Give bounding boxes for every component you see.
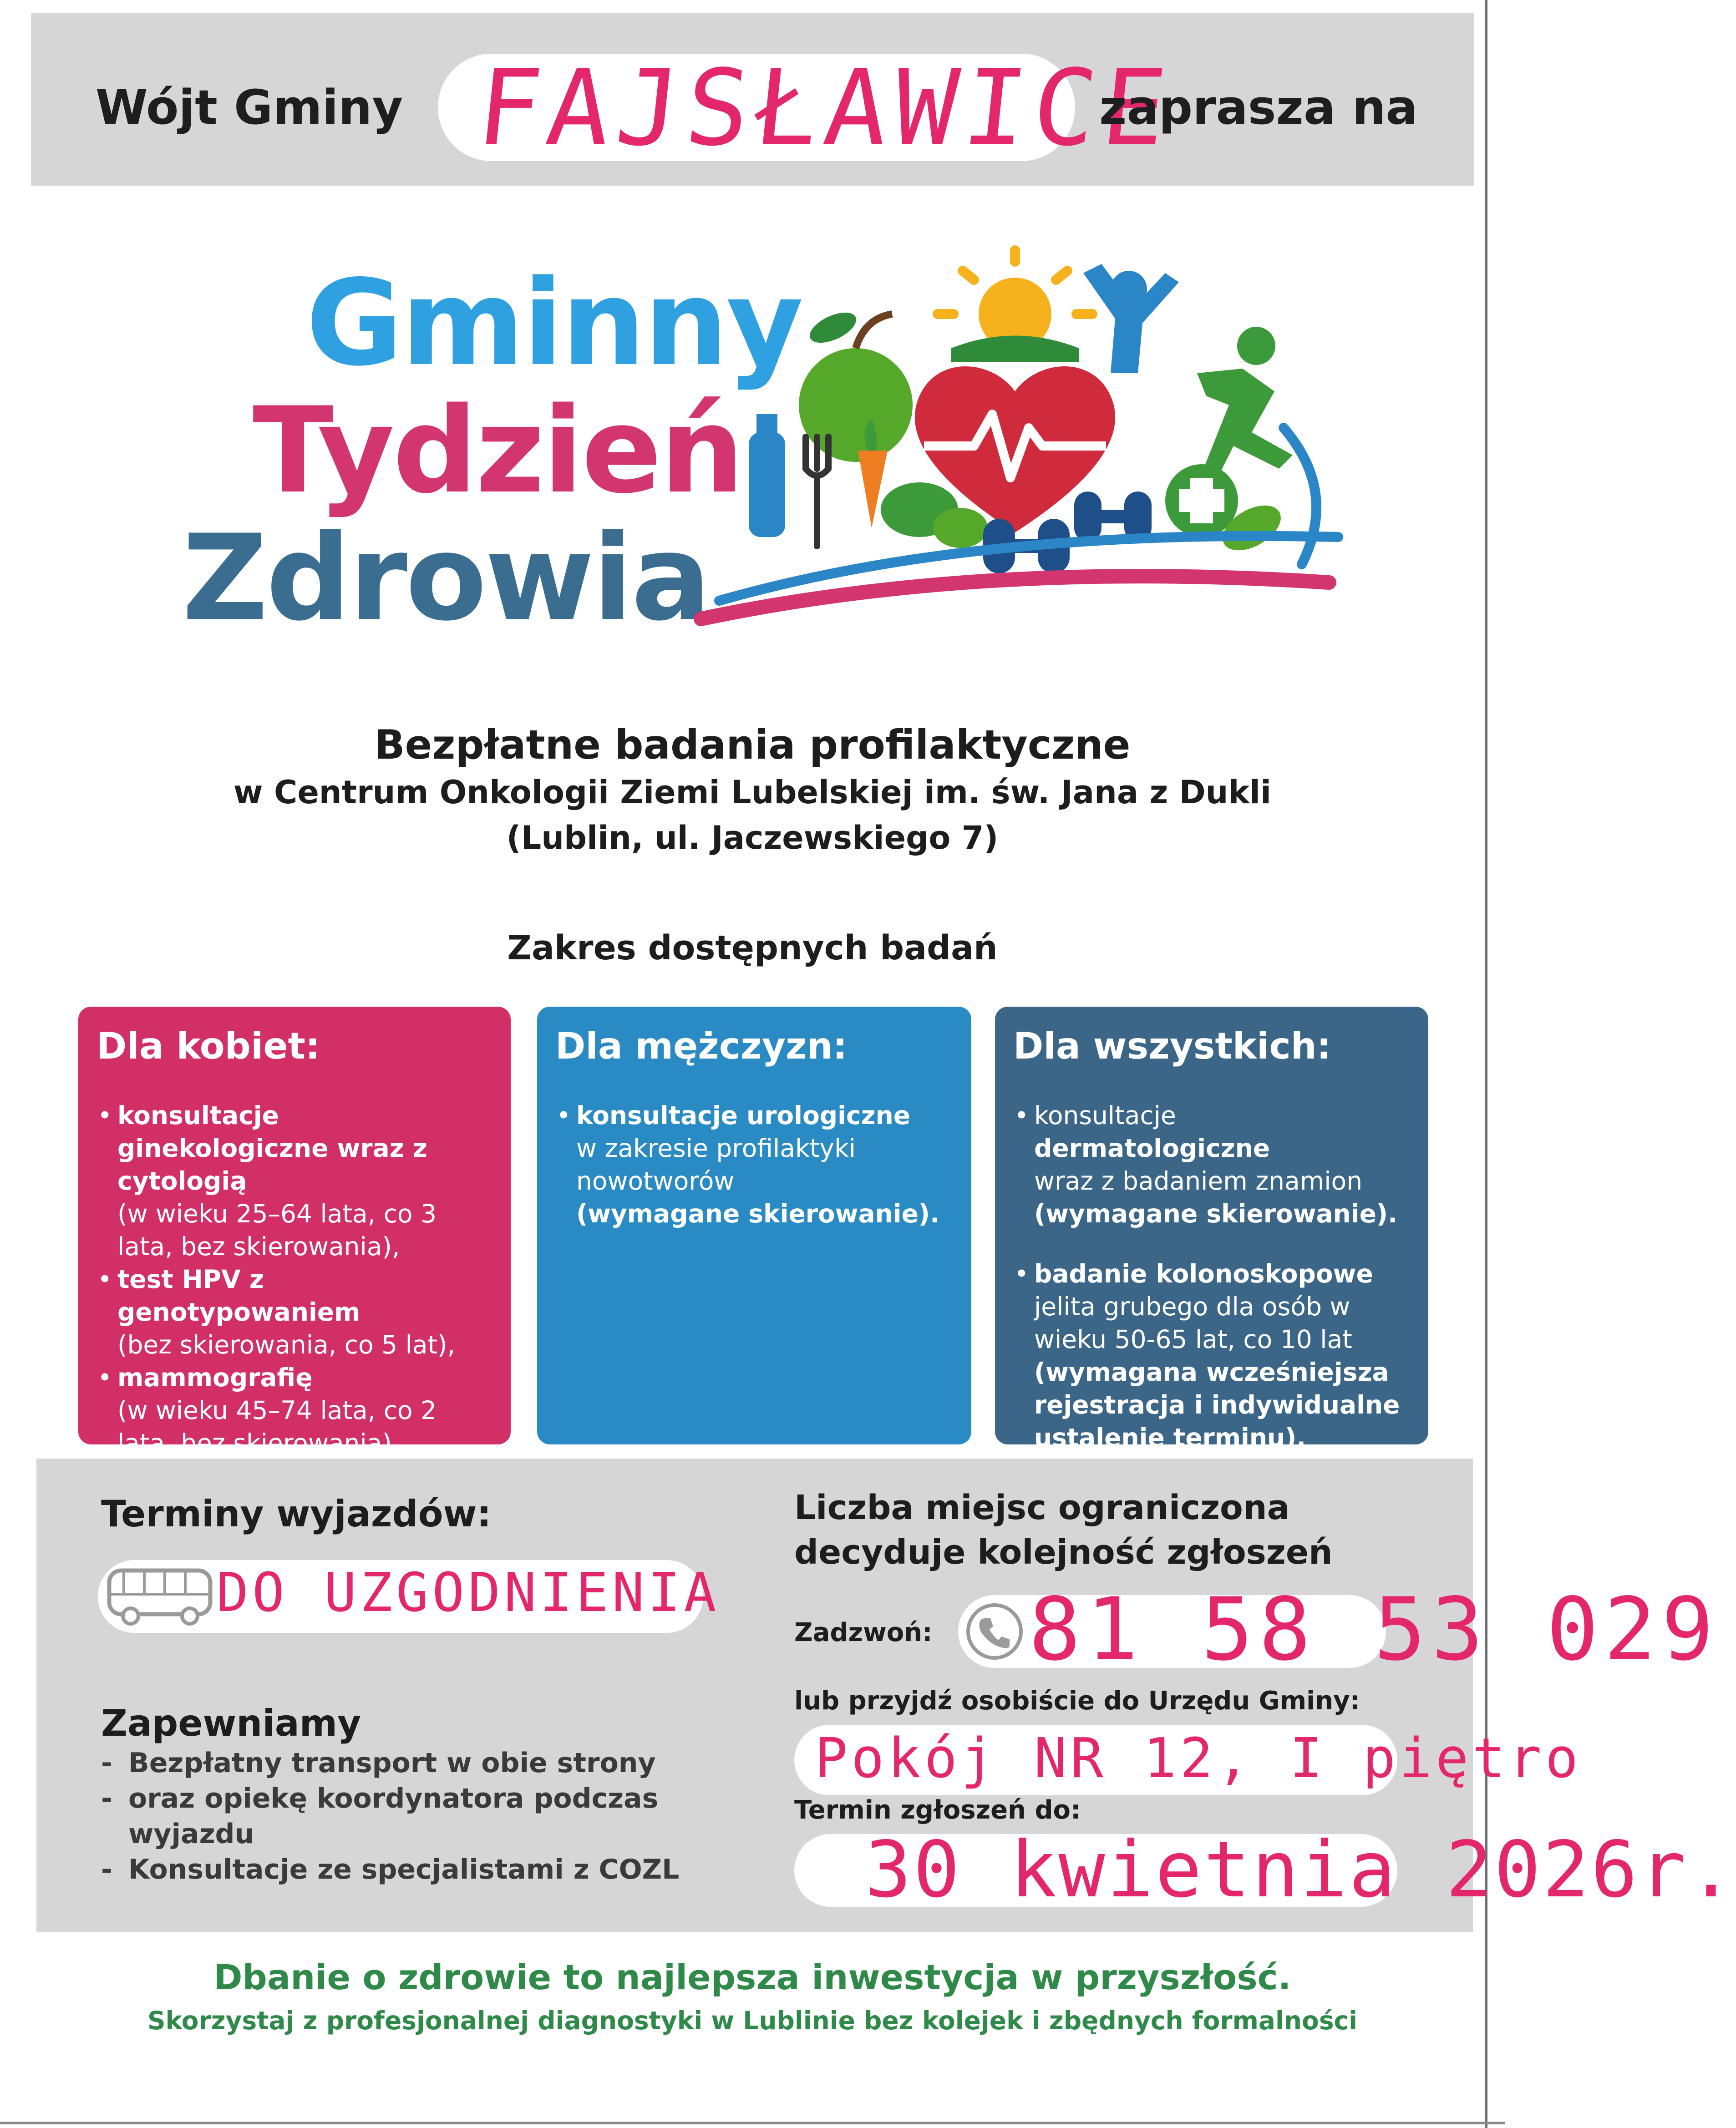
header-left-text: Wójt Gminy [96,80,403,135]
panel-women-list [96,1099,492,1459]
item-text: wraz z badaniem znamion [1034,1166,1363,1196]
handwritten-trips-value: DO UZGODNIENIA [216,1561,720,1624]
list-item [1013,1257,1410,1454]
page-edge-right [1485,0,1487,2128]
item-bold-tail: (wymagane skierowanie). [576,1199,939,1228]
item-bold: badanie kolonoskopowe [1034,1259,1373,1288]
list-item [1013,1099,1410,1230]
sun-icon [938,250,1092,362]
page-edge-bottom [0,2122,1505,2124]
limit-line-2: decyduje kolejność zgłoszeń [794,1533,1333,1572]
item-text: jelita grubego dla osób w wieku 50-65 lat, co 10 lat [1034,1292,1352,1354]
list-item [96,1263,492,1361]
intro-heading: Bezpłatne badania profilaktyczne [374,721,1131,768]
handwritten-room: Pokój NR 12, I piętro [815,1727,1582,1790]
item-bold: dermatologiczne [1034,1134,1270,1163]
item-text: (w wieku 45–74 lata, co 2 lata, bez skierowania). [117,1396,437,1458]
call-label: Zadzwoń: [794,1618,933,1647]
panel-women-title: Dla kobiet: [96,1025,320,1067]
list-item [96,1361,492,1459]
trips-heading: Terminy wyjazdów: [101,1493,492,1535]
title-line-2: Tydzień [253,382,742,520]
list-item: - Bezpłatny transport w obie strony [101,1745,693,1781]
item-bold: test HPV z genotypowaniem [117,1265,360,1327]
header-right-text: zaprasza na [1099,80,1418,135]
footer-slogan: Dbanie o zdrowie to najlepsza inwestycja w przyszłość. [213,1957,1291,1997]
title-line-3: Zdrowia [182,510,710,647]
guarantee-list [101,1745,693,1887]
panel-men-list [555,1099,953,1230]
footer-subline: Skorzystaj z profesjonalnej diagnostyki w Lublinie bez kolejek i zbędnych formalności [147,2006,1358,2035]
item-bold: konsultacje ginekologiczne wraz z cytologią [117,1101,427,1196]
fork-icon [806,437,828,546]
panel-men-title: Dla mężczyzn: [555,1025,848,1067]
list-item [96,1099,492,1263]
panel-men [537,1007,971,1444]
runner-icon [1197,327,1293,482]
panel-everyone-list [1013,1099,1410,1454]
panel-women [78,1007,511,1458]
water-bottle-icon [749,414,785,537]
office-label: lub przyjdź osobiście do Urzędu Gminy: [794,1686,1360,1716]
list-item [555,1099,953,1230]
item-bold-tail: (wymagane skierowanie). [1034,1199,1397,1228]
handwritten-deadline: 30 kwietnia 2026r. [865,1825,1736,1915]
item-text: (w wieku 25–64 lata, co 3 lata, bez skierowania), [117,1199,437,1261]
person-jumping-icon [1083,264,1179,373]
item-bold-tail: (wymagana wcześniejsza rejestracja i indywidualne ustalenie terminu). [1034,1358,1400,1452]
item-text: (bez skierowania, co 5 lat), [117,1330,456,1359]
panel-everyone-title: Dla wszystkich: [1013,1025,1331,1067]
range-heading: Zakres dostępnych badań [507,928,998,968]
limit-line-1: Liczba miejsc ograniczona [794,1488,1290,1527]
list-item: - Konsultacje ze specjalistami z COZL [101,1852,693,1887]
panel-everyone [995,1007,1428,1452]
deadline-label: Termin zgłoszeń do: [794,1795,1081,1825]
guarantee-heading: Zapewniamy [101,1702,361,1744]
medical-cross-icon [1165,464,1289,560]
intro-venue: w Centrum Onkologii Ziemi Lubelskiej im. św. Jana z Dukli [233,774,1272,811]
health-week-logo [746,255,1347,633]
item-bold: mammografię [117,1363,313,1392]
bus-icon [106,1567,215,1626]
phone-icon [964,1601,1025,1662]
handwritten-gmina-name: FAJSŁAWICE [471,48,1178,169]
list-item: - oraz opiekę koordynatora podczas wyjazdu [101,1781,693,1852]
item-text: w zakresie profilaktyki nowotworów [576,1134,856,1196]
item-pre: konsultacje [1034,1101,1176,1130]
handwritten-phone-number: 81 58 53 029 [1029,1579,1719,1680]
intro-address: (Lublin, ul. Jaczewskiego 7) [506,819,999,856]
title-line-1: Gminny [306,255,802,392]
item-bold: konsultacje urologiczne [576,1101,911,1130]
